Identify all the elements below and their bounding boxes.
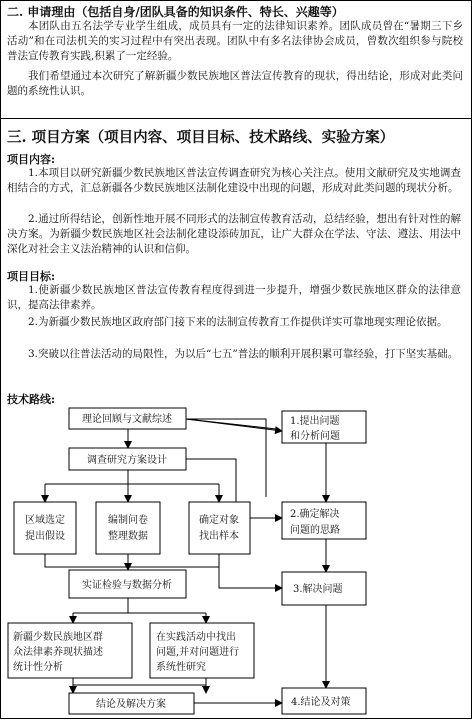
flow-box-step4-conclusion <box>282 688 366 714</box>
flow-box-step3-solve <box>282 572 366 605</box>
svg-text:在实践活动中找出: 在实践活动中找出 <box>156 632 236 643</box>
flow-box-sampling <box>189 502 250 554</box>
svg-text:整理数据: 整理数据 <box>108 531 148 542</box>
svg-text:编制问卷: 编制问卷 <box>108 515 148 526</box>
flow-box-empirical-analysis <box>69 570 186 598</box>
svg-text:问题的思路: 问题的思路 <box>290 525 340 536</box>
svg-text:新疆少数民族地区群: 新疆少数民族地区群 <box>13 632 103 643</box>
flow-box-conclusion-solution <box>69 693 194 714</box>
route-label: 技术路线: <box>7 393 56 406</box>
svg-text:众法律素养现状描述: 众法律素养现状描述 <box>13 647 103 658</box>
content-item-1: 1.本项目以研究新疆少数民族地区普法宣传调查研究为核心关注点。使用文献研究及实地调查相结合的方式，汇总新疆各少数民族地区法制化建设中出现的问题，形成对此类问题的现状分析。 <box>7 167 461 194</box>
svg-text:2.确定解决: 2.确定解决 <box>290 509 340 520</box>
svg-text:系统性研究: 系统性研究 <box>156 662 206 673</box>
section2-title: 二. 申请理由（包括自身/团队具备的知识条件、特长、兴趣等） <box>7 5 344 19</box>
svg-text:3.解决问题: 3.解决问题 <box>293 584 343 595</box>
flow-box-step1-problem <box>282 411 366 443</box>
svg-text:调查研究方案设计: 调查研究方案设计 <box>87 455 167 466</box>
technical-route-flowchart <box>1 1 473 720</box>
svg-text:结论及解决方案: 结论及解决方案 <box>96 699 166 710</box>
content-item-2: 2.通过所得结论，创新性地开展不同形式的法制宣传教育活动，总结经验，想出有针对性的解决方案。为新疆少数民族地区社会法制化建设添砖加瓦，让广大群众在学法、守法、遵法、用法中深化对社会主义法治精神的认识和信仰。 <box>7 213 461 255</box>
svg-text:4.结论及对策: 4.结论及对策 <box>291 697 351 708</box>
flow-box-practice-research <box>150 623 254 678</box>
flow-box-literature-review <box>69 408 186 429</box>
svg-text:理论回顾与文献综述: 理论回顾与文献综述 <box>82 414 172 425</box>
section2-paragraph-2: 我们希望通过本次研究了解新疆少数民族地区普法宣传教育的现状，得出结论，形成对此类问题的系统性认识。 <box>7 70 463 97</box>
svg-text:实证检验与数据分析: 实证检验与数据分析 <box>82 580 172 591</box>
content-label: 项目内容: <box>7 153 56 166</box>
svg-text:统计性分析: 统计性分析 <box>13 662 63 673</box>
svg-text:确定对象: 确定对象 <box>199 515 239 526</box>
svg-text:和分析问题: 和分析问题 <box>290 431 340 442</box>
goal-item-1: 1.使新疆少数民族地区普法宣传教育程度得到进一步提升，增强少数民族地区群众的法律意识，提高法律素养。 <box>7 284 461 311</box>
section3-title: 三. 项目方案（项目内容、项目目标、技术路线、实验方案） <box>7 129 395 146</box>
svg-text:区域选定: 区域选定 <box>25 515 65 526</box>
svg-text:找出样本: 找出样本 <box>199 531 239 542</box>
flow-box-status-analysis <box>8 623 132 678</box>
svg-text:问题,并对问题进行: 问题,并对问题进行 <box>156 647 240 658</box>
flow-box-step2-approach <box>282 502 366 539</box>
goal-item-2: 2.为新疆少数民族地区政府部门接下来的法制宣传教育工作提供详实可靠地现实理论依据。 <box>28 316 448 328</box>
flow-box-survey-design <box>69 448 186 470</box>
svg-text:提出假设: 提出假设 <box>25 531 65 542</box>
svg-text:1.提出问题: 1.提出问题 <box>290 416 340 427</box>
flow-box-region-hypothesis <box>14 502 76 554</box>
flow-box-questionnaire <box>96 502 160 554</box>
goal-label: 项目目标: <box>7 270 56 283</box>
goal-item-3: 3.突破以往普法活动的局限性，为以后“七五”普法的顺利开展积累可靠经验，打下坚实基础。 <box>28 348 459 360</box>
section2-paragraph-1: 本团队由五名法学专业学生组成，成员具有一定的法律知识素养。团队成员曾在“暑期三下乡活动”和在司法机关的实习过程中有突出表现。团队中有多名法律协会成员，曾数次组织参与院校普法宣传教育实践,积累了一定经验。 <box>7 20 463 62</box>
